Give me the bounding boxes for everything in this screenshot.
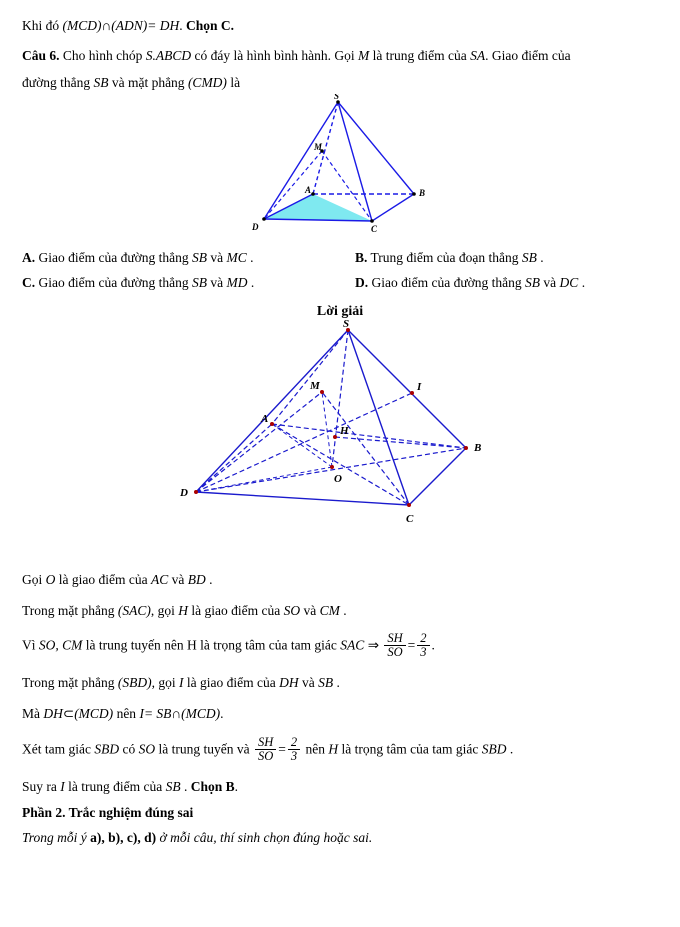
- math-sb: SB: [93, 74, 109, 90]
- s6-f: .: [506, 741, 514, 757]
- s2-b: , gọi: [150, 602, 179, 618]
- s5-i: I: [139, 706, 144, 722]
- figure-pyramid-small: [0, 94, 680, 239]
- s5-mcd: (MCD): [74, 706, 114, 722]
- s1-c: và: [168, 572, 188, 588]
- label-i-2: I: [417, 381, 422, 394]
- s3-a: Vì: [22, 637, 39, 653]
- s5-dh: DH: [43, 706, 63, 722]
- label-a-1: A: [305, 184, 312, 195]
- s2-a: Trong mặt phẳng: [22, 602, 118, 618]
- math-eq-dh: = DH: [147, 18, 180, 33]
- option-b-text: Trung điểm của đoạn thẳng: [367, 249, 522, 265]
- option-a-m1: SB: [192, 249, 208, 265]
- question-6-line2: [0, 73, 680, 94]
- math-cmd: (CMD): [187, 74, 227, 90]
- s6-frac-den: SO: [257, 748, 274, 763]
- math-cap: ∩: [101, 18, 112, 33]
- s6-h: H: [328, 741, 339, 757]
- option-d-mid: và: [540, 275, 560, 291]
- s3-sac: SAC: [340, 637, 365, 653]
- s3-frac-den: SO: [387, 645, 403, 660]
- intro-text: Khi đó: [22, 18, 63, 33]
- part-2-heading: [0, 802, 680, 824]
- s4-b: , gọi: [151, 675, 180, 691]
- part-2-sub-b: a), b), c), d): [90, 830, 157, 846]
- option-d[interactable]: [325, 270, 658, 296]
- math-adn: (ADN): [111, 18, 148, 33]
- label-d-2: D: [180, 487, 188, 500]
- s4-c: là giao điểm của: [183, 675, 280, 691]
- s2-h: H: [178, 602, 189, 618]
- s1-bd: BD: [187, 572, 206, 588]
- s2-c: là giao điểm của: [188, 602, 284, 618]
- answer-row-1: [22, 245, 658, 271]
- option-d-key: D.: [355, 275, 369, 291]
- label-d-1: D: [252, 221, 259, 232]
- s6-sbd: SBD: [94, 741, 120, 757]
- s5-cap: ∩: [171, 706, 182, 722]
- answer-options: [0, 245, 680, 296]
- question-label: Câu 6.: [22, 47, 60, 63]
- option-c-m2: MD: [226, 275, 248, 291]
- s3-arrow: ⇒: [367, 637, 379, 653]
- s3-eq: =: [407, 637, 416, 653]
- option-a[interactable]: [22, 245, 325, 271]
- s2-d: và: [300, 602, 320, 618]
- s3-frac-num: SH: [384, 632, 405, 646]
- intro-dot: .: [179, 18, 186, 33]
- option-d-end: .: [578, 275, 586, 291]
- s3-socm: SO, CM: [38, 637, 83, 653]
- s4-a: Trong mặt phẳng: [22, 675, 118, 691]
- q6-line2-c: là: [226, 74, 241, 90]
- solution-step-1: [0, 569, 680, 591]
- chon-b: Chọn B: [190, 778, 235, 794]
- s6-val-num: 2: [288, 736, 300, 750]
- s1-o: O: [45, 572, 56, 588]
- option-b-key: B.: [355, 249, 368, 265]
- s7-b: là trung điểm của: [64, 778, 166, 794]
- s6-sbd2: SBD: [481, 741, 507, 757]
- solution-step-7: [0, 776, 680, 798]
- math-sabcd: S.ABCD: [145, 47, 192, 63]
- solution-step-2: [0, 600, 680, 622]
- math-m: M: [358, 47, 370, 63]
- label-s-1: S: [334, 93, 340, 101]
- label-b-1: B: [419, 187, 426, 198]
- option-d-text: Giao điểm của đường thẳng: [368, 275, 526, 291]
- s1-d: .: [205, 572, 213, 588]
- s6-e: là trọng tâm của tam giác: [338, 741, 482, 757]
- s2-cm: CM: [319, 602, 340, 618]
- part-2-title: Phần 2. Trắc nghiệm đúng sai: [22, 804, 194, 820]
- s3-val-den: 3: [420, 645, 427, 660]
- intro-line: [0, 0, 680, 37]
- s6-d: nên: [302, 741, 329, 757]
- s3-frac-two-thirds: [417, 632, 429, 659]
- s6-so: SO: [138, 741, 156, 757]
- s6-eq: =: [278, 741, 286, 757]
- label-h-2: H: [340, 425, 349, 438]
- solution-step-4: [0, 672, 680, 694]
- label-a-2: A: [261, 413, 269, 426]
- option-a-text: Giao điểm của đường thẳng: [35, 249, 193, 265]
- option-a-end: .: [246, 249, 254, 265]
- q6-text-2: có đáy là hình bình hành. Gọi: [191, 47, 358, 63]
- label-c-1: C: [371, 223, 378, 234]
- s4-d: và: [298, 675, 319, 691]
- s5-b: nên: [113, 706, 140, 722]
- s2-so: SO: [283, 602, 301, 618]
- s6-c: là trung tuyến và: [155, 741, 253, 757]
- option-c-key: C.: [22, 275, 36, 291]
- s6-b: có: [119, 741, 139, 757]
- s7-a: Suy ra: [22, 778, 61, 794]
- option-c-m1: SB: [192, 275, 208, 291]
- s7-d: .: [234, 778, 238, 794]
- s5-c: .: [220, 706, 224, 722]
- s5-mcd2: (MCD): [181, 706, 221, 722]
- option-a-key: A.: [22, 249, 36, 265]
- part-2-sub-a: Trong mỗi ý: [22, 830, 91, 846]
- option-b-m1: SB: [521, 249, 537, 265]
- s1-ac: AC: [150, 572, 169, 588]
- s5-sub: ⊂: [62, 706, 75, 722]
- option-c[interactable]: [22, 270, 325, 296]
- s3-val-num: 2: [417, 632, 429, 646]
- s4-i: I: [179, 675, 184, 691]
- s5-a: Mà: [22, 706, 44, 722]
- s7-c: .: [180, 778, 191, 794]
- label-b-2: B: [474, 442, 482, 455]
- label-o-2: O: [334, 473, 342, 486]
- part-2-subtitle: [0, 827, 680, 849]
- label-m-2: M: [310, 380, 320, 393]
- s6-frac-two-thirds: [288, 736, 300, 763]
- s3-b: là trung tuyến nên H là trọng tâm của tam giác: [82, 637, 341, 653]
- option-d-m1: SB: [525, 275, 541, 291]
- solution-step-3: [0, 633, 680, 660]
- question-6-line1: [0, 46, 680, 67]
- s6-frac-num: SH: [255, 736, 276, 750]
- s2-e: .: [339, 602, 347, 618]
- option-a-mid: và: [207, 249, 227, 265]
- s4-dh: DH: [279, 675, 299, 691]
- s6-frac-sh-so: [255, 736, 276, 763]
- solution-step-6: [0, 734, 680, 764]
- q6-text-3: là trung điểm của: [369, 47, 471, 63]
- solution-heading: Lời giải: [316, 304, 364, 320]
- option-d-m2: DC: [559, 275, 579, 291]
- q6-line2-a: đường thẳng: [22, 74, 94, 90]
- solution-step-5: [0, 703, 680, 725]
- option-c-text: Giao điểm của đường thẳng: [35, 275, 193, 291]
- part-2-sub-c: ở mỗi câu, thí sinh chọn đúng hoặc sai.: [156, 830, 373, 846]
- s2-sac: (SAC): [117, 602, 151, 618]
- label-s-2: S: [343, 320, 350, 331]
- s1-b: là giao điểm của: [55, 572, 151, 588]
- option-a-m2: MC: [226, 249, 247, 265]
- figure-pyramid-large: [0, 320, 680, 560]
- s7-sb: SB: [165, 778, 181, 794]
- s3-frac-sh-so: [384, 632, 405, 659]
- s6-val-den: 3: [290, 748, 298, 763]
- math-mcd: (MCD): [62, 18, 102, 33]
- figure-2-svg: [0, 320, 680, 560]
- s5-eq: = SB: [143, 706, 172, 722]
- s4-sb: SB: [318, 675, 334, 691]
- answer-row-2: [22, 270, 658, 296]
- option-c-mid: và: [207, 275, 227, 291]
- s7-i: I: [60, 778, 65, 794]
- q6-line2-b: và mặt phẳng: [108, 74, 188, 90]
- q6-text-1: Cho hình chóp: [59, 47, 146, 63]
- s1-a: Gọi: [22, 572, 46, 588]
- q6-text-4: . Giao điểm của: [485, 47, 571, 63]
- s3-end: .: [431, 637, 435, 653]
- chon-c: Chọn C.: [185, 18, 234, 33]
- figure-1-svg: [0, 94, 680, 239]
- s6-a: Xét tam giác: [22, 741, 95, 757]
- label-c-2: C: [406, 513, 414, 526]
- label-m-1: M: [314, 141, 323, 152]
- s4-sbd: (SBD): [117, 675, 152, 691]
- s4-e: .: [333, 675, 340, 691]
- option-c-end: .: [247, 275, 255, 291]
- option-b[interactable]: [325, 245, 658, 271]
- option-b-end: .: [536, 249, 544, 265]
- math-sa: SA: [470, 47, 486, 63]
